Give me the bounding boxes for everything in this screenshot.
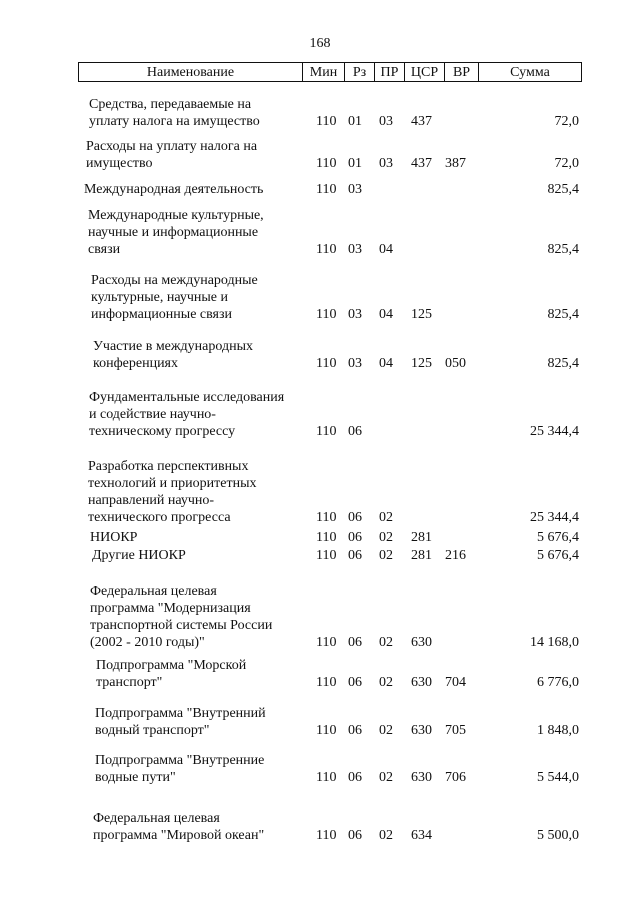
row-name-line: программа "Мировой океан"	[93, 828, 265, 843]
header-csr: ЦСР	[405, 63, 445, 81]
row-csr: 634	[411, 828, 432, 843]
row-csr: 281	[411, 548, 432, 563]
row-name	[78, 583, 320, 651]
row-rz: 06	[348, 675, 362, 690]
table-header	[78, 62, 582, 82]
row-name	[78, 181, 314, 198]
row-csr: 630	[411, 723, 432, 738]
row-vr: 704	[445, 675, 466, 690]
row-csr: 630	[411, 635, 432, 650]
row-sum: 825,4	[547, 356, 579, 371]
row-name	[78, 547, 322, 564]
row-rz: 06	[348, 828, 362, 843]
row-pr: 02	[379, 510, 393, 525]
row-min: 110	[316, 828, 337, 843]
row-name-line: связи	[88, 242, 121, 257]
row-sum: 1 848,0	[537, 723, 579, 738]
row-min: 110	[316, 635, 337, 650]
row-pr: 02	[379, 530, 393, 545]
row-csr: 437	[411, 156, 432, 171]
row-name-line: Другие НИОКР	[92, 548, 186, 563]
row-rz: 03	[348, 242, 362, 257]
row-name-line: Международные культурные,	[88, 208, 264, 223]
row-rz: 06	[348, 510, 362, 525]
header-rz: Рз	[345, 63, 375, 81]
row-rz: 03	[348, 307, 362, 322]
row-sum: 72,0	[554, 114, 579, 129]
row-name-line: водный транспорт"	[95, 723, 210, 738]
row-pr: 03	[379, 156, 393, 171]
row-vr: 050	[445, 356, 466, 371]
row-pr: 04	[379, 242, 393, 257]
row-rz: 06	[348, 530, 362, 545]
row-pr: 02	[379, 828, 393, 843]
row-name-line: культурные, научные и	[91, 290, 229, 305]
row-csr: 125	[411, 307, 432, 322]
row-sum: 14 168,0	[530, 635, 579, 650]
row-rz: 06	[348, 770, 362, 785]
row-name	[78, 207, 318, 258]
row-sum: 6 776,0	[537, 675, 579, 690]
row-name	[78, 705, 325, 739]
row-name-line: транспорт"	[96, 675, 163, 690]
row-name-line: и содействие научно-	[89, 407, 216, 422]
row-name-line: конференциях	[93, 356, 178, 371]
row-rz: 03	[348, 356, 362, 371]
row-rz: 01	[348, 156, 362, 171]
row-min: 110	[316, 307, 337, 322]
row-name-line: направлений научно-	[88, 493, 215, 508]
row-sum: 5 676,4	[537, 530, 579, 545]
row-name-line: научные и информационные	[88, 225, 259, 240]
row-csr: 630	[411, 770, 432, 785]
row-sum: 5 500,0	[537, 828, 579, 843]
row-min: 110	[316, 548, 337, 563]
row-csr: 437	[411, 114, 432, 129]
row-vr: 705	[445, 723, 466, 738]
row-csr: 630	[411, 675, 432, 690]
row-name	[78, 458, 318, 526]
row-min: 110	[316, 156, 337, 171]
row-min: 110	[316, 723, 337, 738]
row-sum: 25 344,4	[530, 424, 579, 439]
row-min: 110	[316, 356, 337, 371]
row-name-line: НИОКР	[90, 530, 138, 545]
row-csr: 125	[411, 356, 432, 371]
row-pr: 02	[379, 548, 393, 563]
row-name	[78, 138, 316, 172]
row-sum: 825,4	[547, 182, 579, 197]
row-name	[78, 529, 320, 546]
row-name-line: Фундаментальные исследования	[89, 390, 285, 405]
row-name-line: Подпрограмма "Внутренние	[95, 753, 265, 768]
row-pr: 03	[379, 114, 393, 129]
row-vr: 706	[445, 770, 466, 785]
row-pr: 02	[379, 635, 393, 650]
row-pr: 04	[379, 356, 393, 371]
row-name	[78, 389, 319, 440]
row-name-line: водные пути"	[95, 770, 176, 785]
row-min: 110	[316, 675, 337, 690]
row-name-line: Участие в международных	[93, 339, 254, 354]
row-pr: 02	[379, 723, 393, 738]
row-name-line: программа "Модернизация	[90, 601, 251, 616]
row-name-line: техническому прогрессу	[89, 424, 236, 439]
row-sum: 825,4	[547, 307, 579, 322]
row-name-line: Международная деятельность	[84, 182, 264, 197]
row-name-line: транспортной системы России	[90, 618, 273, 633]
row-name-line: имущество	[86, 156, 153, 171]
row-name-line: информационные связи	[91, 307, 233, 322]
row-name-line: Расходы на уплату налога на	[86, 139, 258, 154]
row-min: 110	[316, 114, 337, 129]
row-vr: 216	[445, 548, 466, 563]
row-name-line: Подпрограмма "Внутренний	[95, 706, 266, 721]
row-rz: 06	[348, 723, 362, 738]
row-name-line: Разработка перспективных	[88, 459, 249, 474]
page-number: 168	[309, 36, 331, 51]
row-name-line: технологий и приоритетных	[88, 476, 257, 491]
row-pr: 04	[379, 307, 393, 322]
row-csr: 281	[411, 530, 432, 545]
row-min: 110	[316, 182, 337, 197]
row-vr: 387	[445, 156, 466, 171]
row-rz: 03	[348, 182, 362, 197]
row-rz: 06	[348, 548, 362, 563]
row-name-line: уплату налога на имущество	[89, 114, 260, 129]
header-sum: Сумма	[510, 65, 550, 80]
row-name-line: Федеральная целевая	[90, 584, 217, 599]
row-name-line: (2002 - 2010 годы)"	[90, 635, 205, 650]
row-name	[78, 96, 319, 130]
row-name-line: Средства, передаваемые на	[89, 97, 252, 112]
row-sum: 825,4	[547, 242, 579, 257]
row-name	[78, 752, 325, 786]
header-name: Наименование	[79, 63, 303, 81]
row-name	[78, 272, 321, 323]
row-sum: 5 544,0	[537, 770, 579, 785]
row-sum: 72,0	[554, 156, 579, 171]
row-rz: 06	[348, 635, 362, 650]
row-sum: 25 344,4	[530, 510, 579, 525]
row-pr: 02	[379, 675, 393, 690]
header-min: Мин	[303, 63, 345, 81]
row-rz: 06	[348, 424, 362, 439]
row-name-line: Подпрограмма "Морской	[96, 658, 247, 673]
row-pr: 02	[379, 770, 393, 785]
header-pr: ПР	[375, 63, 405, 81]
row-min: 110	[316, 530, 337, 545]
row-rz: 01	[348, 114, 362, 129]
row-name	[78, 338, 323, 372]
header-vr: ВР	[445, 63, 479, 81]
row-name-line: Федеральная целевая	[93, 811, 220, 826]
row-name-line: технического прогресса	[88, 510, 231, 525]
row-name	[78, 810, 323, 844]
row-name	[78, 657, 326, 691]
row-min: 110	[316, 510, 337, 525]
row-name-line: Расходы на международные	[91, 273, 258, 288]
row-min: 110	[316, 424, 337, 439]
row-sum: 5 676,4	[537, 548, 579, 563]
row-min: 110	[316, 242, 337, 257]
row-min: 110	[316, 770, 337, 785]
